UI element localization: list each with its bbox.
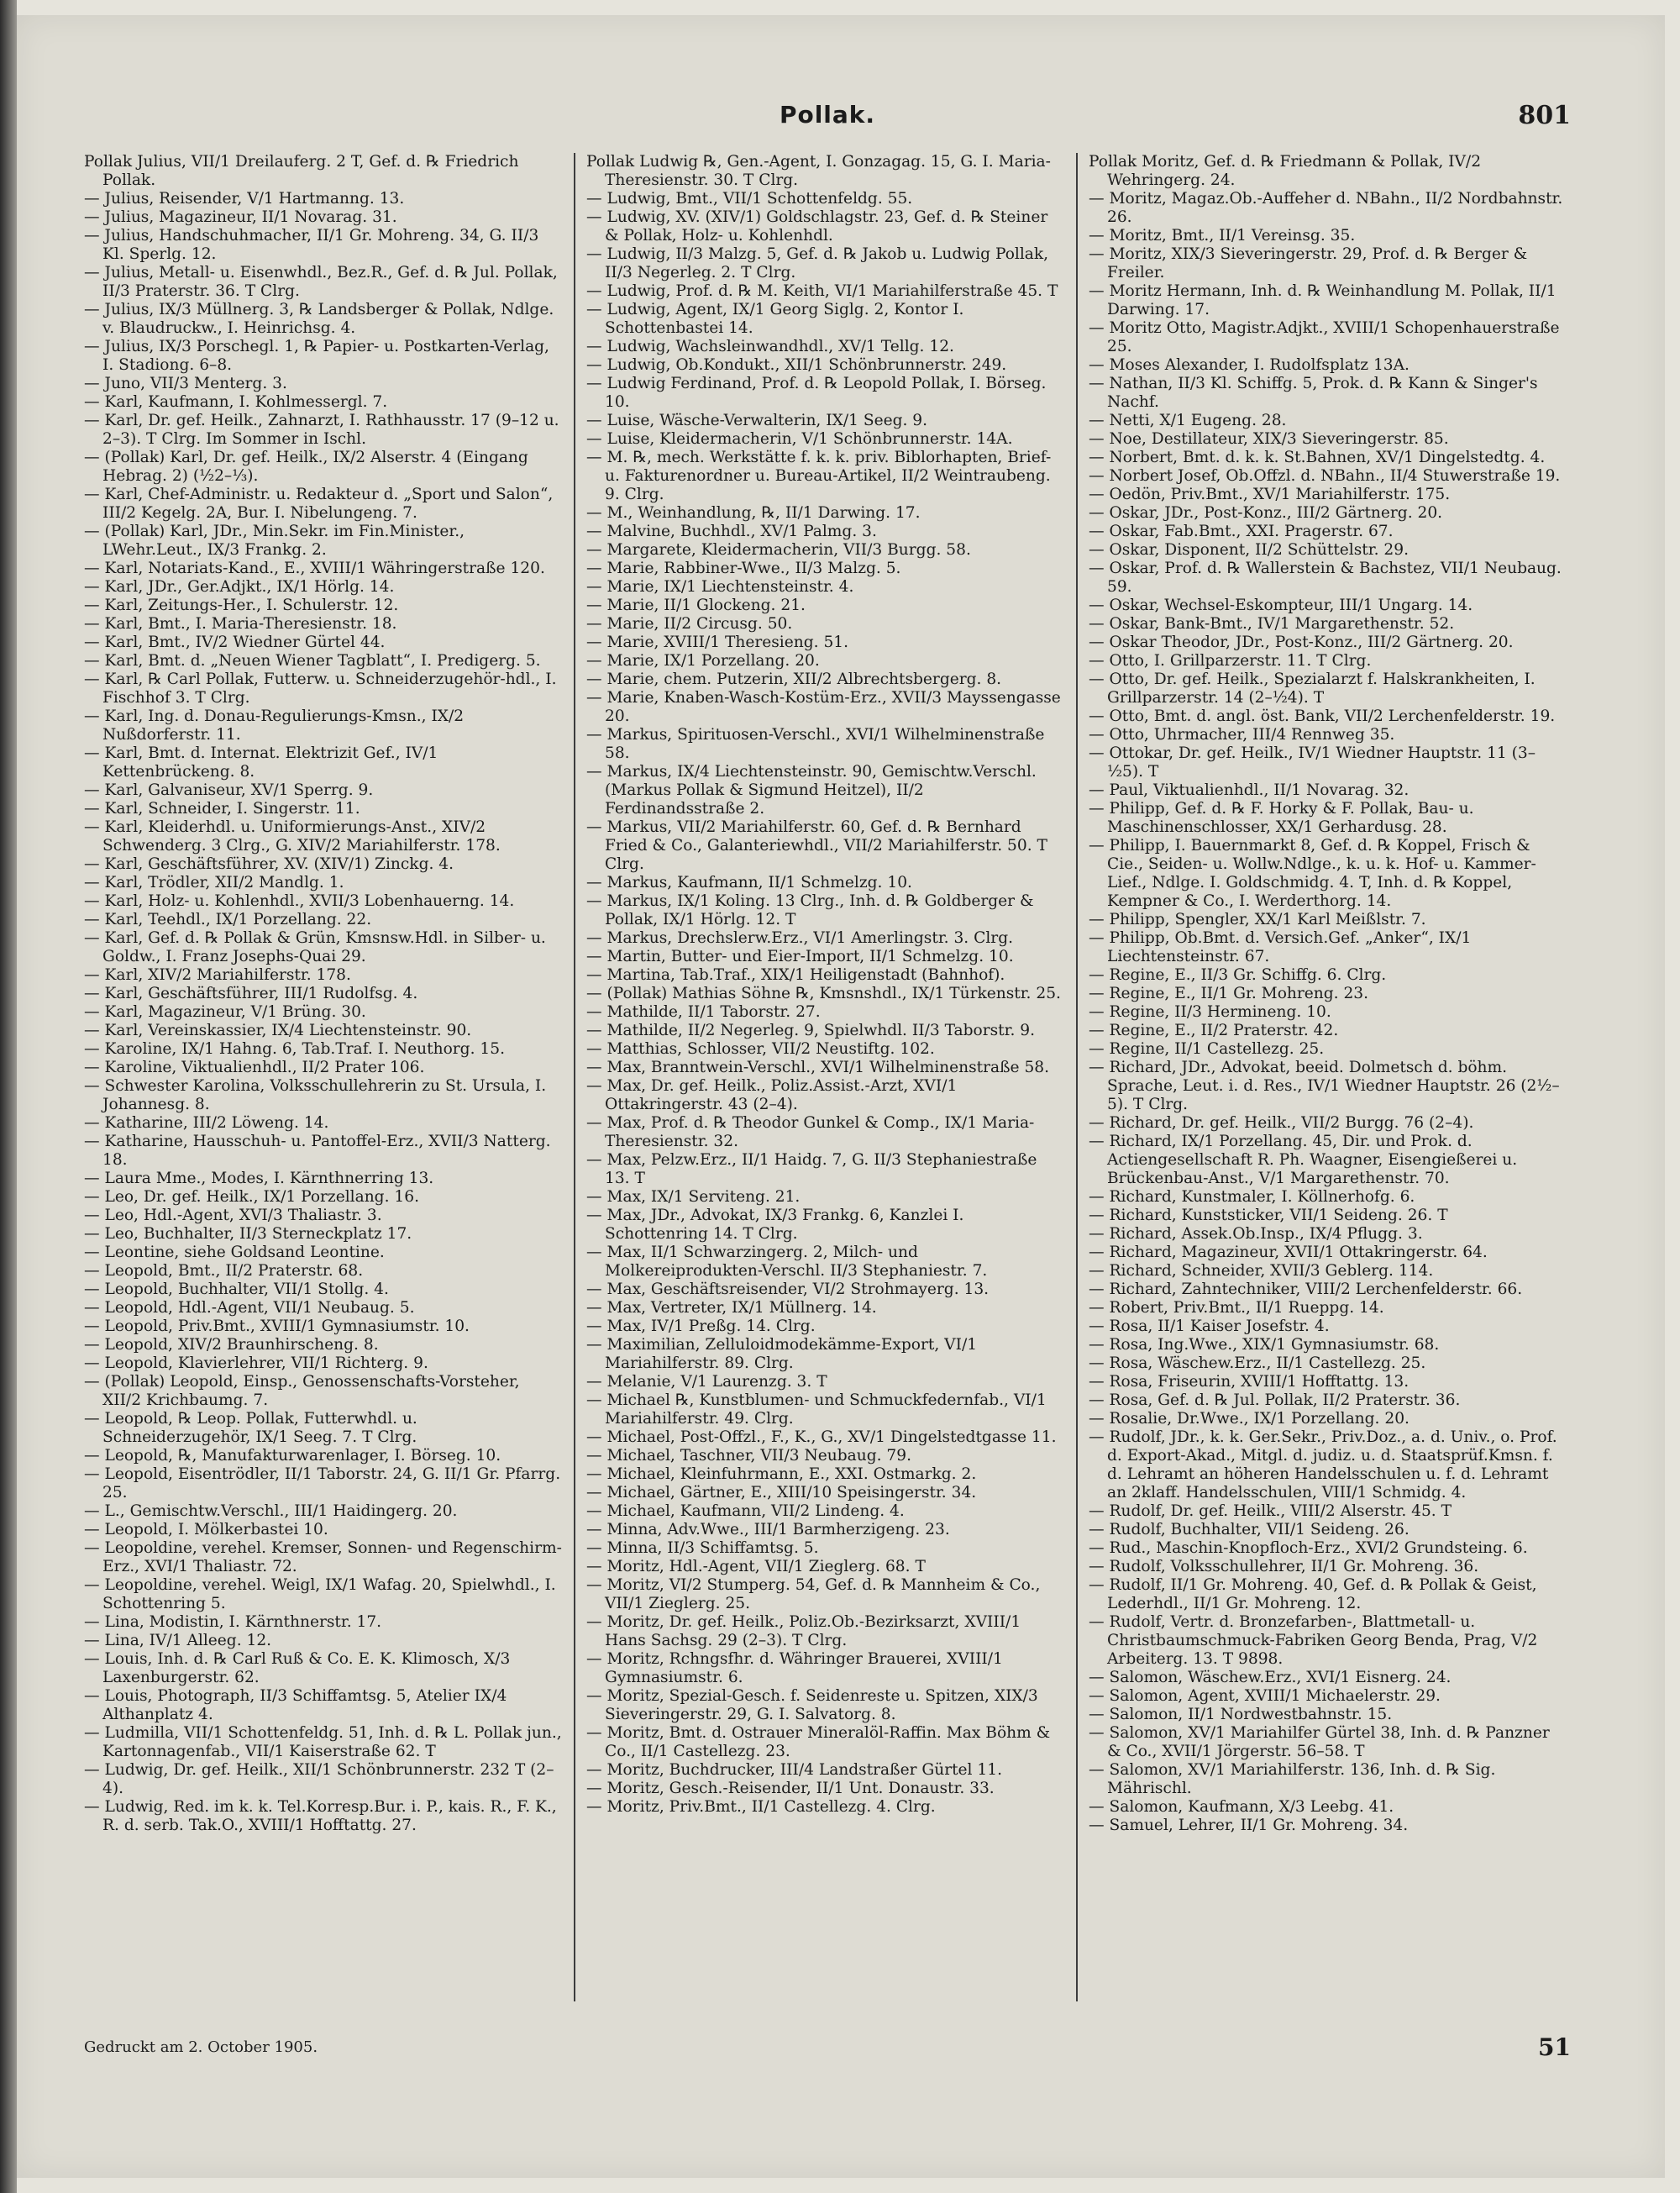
directory-entry: — Regine, E., II/3 Gr. Schiffg. 6. Clrg. (1089, 966, 1387, 984)
directory-entry: — Karl, Galvaniseur, XV/1 Sperrg. 9. (84, 781, 374, 799)
directory-entry: — Julius, Magazineur, II/1 Novarag. 31. (84, 208, 397, 226)
directory-entry: — Leopold, Klavierlehrer, VII/1 Richterg. 9. (84, 1354, 428, 1372)
directory-entry: — Rudolf, II/1 Gr. Mohreng. 40, Gef. d. ℞ Pollak & Geist, Lederhdl., II/1 Gr. Mohreng. 12. (1089, 1576, 1537, 1612)
directory-entry: — Ludwig Ferdinand, Prof. d. ℞ Leopold Pollak, I. Börseg. 10. (586, 375, 1047, 411)
directory-entry: — Regine, II/3 Hermineng. 10. (1089, 1003, 1331, 1021)
directory-entry: — Max, Vertreter, IX/1 Müllnerg. 14. (586, 1299, 877, 1317)
directory-entry: — Karl, Teehdl., IX/1 Porzellang. 22. (84, 911, 372, 928)
directory-entry: — Moritz, Spezial-Gesch. f. Seidenreste u. Spitzen, XIX/3 Sieveringerstr. 29, G. I. Salvatorg. 8. (586, 1687, 1038, 1723)
directory-entry: — Julius, Metall- u. Eisenwhdl., Bez.R., Gef. d. ℞ Jul. Pollak, II/3 Praterstr. 36. T Clrg. (84, 264, 558, 300)
directory-entry: — Marie, Knaben-Wasch-Kostüm-Erz., XVII/3 Mayssengasse 20. (586, 689, 1061, 725)
directory-entry: — Ludwig, Bmt., VII/1 Schottenfeldg. 55. (586, 190, 913, 208)
directory-entry: — Karl, ℞ Carl Pollak, Futterw. u. Schneiderzugehör-hdl., I. Fischhof 3. T Clrg. (84, 671, 557, 707)
directory-entry: — Salomon, II/1 Nordwestbahnstr. 15. (1089, 1706, 1393, 1723)
column-1 (84, 153, 563, 2001)
directory-entry: — Ludwig, Wachsleinwandhdl., XV/1 Tellg. 12. (586, 338, 954, 355)
directory-entry: — Karl, Zeitungs-Her., I. Schulerstr. 12. (84, 597, 399, 614)
directory-entry: — Louis, Inh. d. ℞ Carl Ruß & Co. E. K. Klimosch, X/3 Laxenburgerstr. 62. (84, 1650, 511, 1686)
directory-entry: — Karl, Kaufmann, I. Kohlmessergl. 7. (84, 393, 388, 411)
directory-entry: — Max, Dr. gef. Heilk., Poliz.Assist.-Arzt, XVI/1 Ottakringerstr. 43 (2–4). (586, 1077, 958, 1113)
directory-entry: — Lina, Modistin, I. Kärnthnerstr. 17. (84, 1613, 382, 1631)
directory-entry: — Karl, Magazineur, V/1 Brüng. 30. (84, 1003, 366, 1021)
directory-entry: — Samuel, Lehrer, II/1 Gr. Mohreng. 34. (1089, 1817, 1409, 1834)
directory-entry: — Oskar, Wechsel-Eskompteur, III/1 Ungarg. 14. (1089, 597, 1473, 614)
directory-entry: — Richard, Dr. gef. Heilk., VII/2 Burgg. 76 (2–4). (1089, 1114, 1474, 1132)
directory-entry: — Karl, Dr. gef. Heilk., Zahnarzt, I. Rathhausstr. 17 (9–12 u. 2–3). T Clrg. Im Sommer in Ischl. (84, 412, 559, 448)
directory-entry: — Juno, VII/3 Menterg. 3. (84, 375, 287, 392)
directory-entry: — Karoline, Viktualienhdl., II/2 Prater 106. (84, 1059, 425, 1076)
directory-entry: — Oskar Theodor, JDr., Post-Konz., III/2 Gärtnerg. 20. (1089, 634, 1514, 651)
page-footer (84, 2033, 1571, 2067)
directory-entry: — Norbert Josef, Ob.Offzl. d. NBahn., II/4 Stuwerstraße 19. (1089, 467, 1561, 485)
directory-entry: — Ludwig, Prof. d. ℞ M. Keith, VI/1 Mariahilferstraße 45. T (586, 282, 1058, 300)
directory-entry: — Michael, Kaufmann, VII/2 Lindeng. 4. (586, 1502, 905, 1520)
directory-entry: — Leopold, Eisentrödler, II/1 Taborstr. 24, G. II/1 Gr. Pfarrg. 25. (84, 1465, 561, 1501)
directory-entry: — Leopold, I. Mölkerbastei 10. (84, 1521, 328, 1538)
directory-entry: — Ludwig, Ob.Kondukt., XII/1 Schönbrunnerstr. 249. (586, 356, 1007, 374)
directory-entry: — Markus, IX/1 Koling. 13 Clrg., Inh. d. ℞ Goldberger & Pollak, IX/1 Hörlg. 12. T (586, 892, 1034, 928)
directory-entry: — Leopold, XIV/2 Braunhirscheng. 8. (84, 1336, 379, 1354)
directory-entry: — Michael, Gärtner, E., XIII/10 Speisingerstr. 34. (586, 1484, 977, 1501)
directory-entry: — Katharine, Hausschuh- u. Pantoffel-Erz., XVII/3 Natterg. 18. (84, 1133, 551, 1169)
directory-entry: Pollak Ludwig ℞, Gen.-Agent, I. Gonzagag. 15, G. I. Maria-Theresienstr. 30. T Clrg. (586, 153, 1051, 189)
directory-entry: — Ludwig, II/3 Malzg. 5, Gef. d. ℞ Jakob u. Ludwig Pollak, II/3 Negerleg. 2. T Clrg. (586, 245, 1049, 281)
directory-entry: — Karl, Gef. d. ℞ Pollak & Grün, Kmsnsw.Hdl. in Silber- u. Goldw., I. Franz Josephs-Quai 29. (84, 929, 546, 965)
directory-entry: — Moritz, Priv.Bmt., II/1 Castellezg. 4. Clrg. (586, 1798, 936, 1816)
directory-entry: — Maximilian, Zelluloidmodekämme-Export, VI/1 Mariahilferstr. 89. Clrg. (586, 1336, 978, 1372)
directory-entry: — Max, Branntwein-Verschl., XVI/1 Wilhelminenstraße 58. (586, 1059, 1050, 1076)
directory-entry: — Salomon, XV/1 Mariahilfer Gürtel 38, Inh. d. ℞ Panzner & Co., XVII/1 Jörgerstr. 56–58. T (1089, 1724, 1550, 1760)
directory-entry: — Max, II/1 Schwarzingerg. 2, Milch- und Molkereiprodukten-Verschl. II/3 Stephaniestr. 7. (586, 1244, 988, 1280)
directory-entry: — Rudolf, Vertr. d. Bronzefarben-, Blattmetall- u. Christbaumschmuck-Fabriken Georg Benda, Prag, V/2 Arbeiterg. 13. T 9898. (1089, 1613, 1538, 1668)
directory-entry: — Julius, IX/3 Müllnerg. 3, ℞ Landsberger & Pollak, Ndlge. v. Blaudruckw., I. Heinrichsg. 4. (84, 301, 554, 337)
directory-entry: — Rosa, Friseurin, XVIII/1 Hofftattg. 13. (1089, 1373, 1410, 1391)
directory-entry: — Julius, Handschuhmacher, II/1 Gr. Mohreng. 34, G. II/3 Kl. Sperlg. 12. (84, 227, 539, 263)
directory-entry: — Rosalie, Dr.Wwe., IX/1 Porzellang. 20. (1089, 1410, 1410, 1428)
directory-entry: — Matthias, Schlosser, VII/2 Neustiftg. 102. (586, 1040, 935, 1058)
directory-entry: — Otto, Bmt. d. angl. öst. Bank, VII/2 Lerchenfelderstr. 19. (1089, 707, 1556, 725)
directory-entry: — Max, IX/1 Serviteng. 21. (586, 1188, 801, 1206)
directory-entry: — Otto, I. Grillparzerstr. 11. T Clrg. (1089, 652, 1372, 670)
directory-entry: — Karl, Bmt., IV/2 Wiedner Gürtel 44. (84, 634, 386, 651)
directory-entry: — Moritz, Hdl.-Agent, VII/1 Zieglerg. 68. T (586, 1558, 926, 1575)
directory-entry: — Moritz, Dr. gef. Heilk., Poliz.Ob.-Bezirksarzt, XVIII/1 Hans Sachsg. 29 (2–3). T Clrg. (586, 1613, 1021, 1649)
directory-columns (84, 153, 1571, 2001)
directory-entry: — Mathilde, II/1 Taborstr. 27. (586, 1003, 821, 1021)
directory-entry: — Melanie, V/1 Laurenzg. 3. T (586, 1373, 827, 1391)
directory-entry: — Markus, Drechslerw.Erz., VI/1 Amerlingstr. 3. Clrg. (586, 929, 1014, 947)
directory-entry: — Karl, Trödler, XII/2 Mandlg. 1. (84, 874, 344, 891)
directory-entry: — Rudolf, Buchhalter, VII/1 Seideng. 26. (1089, 1521, 1410, 1538)
directory-entry: — Salomon, Agent, XVIII/1 Michaelerstr. 29. (1089, 1687, 1441, 1705)
directory-entry: — Leopoldine, verehel. Weigl, IX/1 Wafag. 20, Spielwhdl., I. Schottenring 5. (84, 1576, 556, 1612)
print-date: Gedruckt am 2. October 1905. (84, 2038, 318, 2056)
directory-entry: — Martin, Butter- und Eier-Import, II/1 Schmelzg. 10. (586, 948, 1014, 965)
directory-entry: — Malvine, Buchhdl., XV/1 Palmg. 3. (586, 523, 877, 540)
directory-entry: — Rosa, Gef. d. ℞ Jul. Pollak, II/2 Praterstr. 36. (1089, 1391, 1461, 1409)
directory-entry: — Mathilde, II/2 Negerleg. 9, Spielwhdl. II/3 Taborstr. 9. (586, 1022, 1036, 1039)
directory-entry: — Louis, Photograph, II/3 Schiffamtsg. 5, Atelier IX/4 Althanplatz 4. (84, 1687, 507, 1723)
directory-entry: — Schwester Karolina, Volksschullehrerin zu St. Ursula, I. Johannesg. 8. (84, 1077, 547, 1113)
directory-entry: — Minna, Adv.Wwe., III/1 Barmherzigeng. 23. (586, 1521, 950, 1538)
sheet-number: 51 (1538, 2033, 1571, 2061)
directory-entry: — Moses Alexander, I. Rudolfsplatz 13A. (1089, 356, 1410, 374)
directory-entry: — Ludwig, Red. im k. k. Tel.Korresp.Bur. i. P., kais. R., F. K., R. d. serb. Tak.O., XVIII/1 Hofftattg. 27. (84, 1798, 557, 1834)
directory-entry: — Marie, II/2 Circusg. 50. (586, 615, 793, 633)
directory-entry: — Richard, Assek.Ob.Insp., IX/4 Pflugg. 3. (1089, 1225, 1423, 1243)
directory-entry: — Karl, Geschäftsführer, III/1 Rudolfsg. 4. (84, 985, 418, 1002)
directory-entry: — Laura Mme., Modes, I. Kärnthnerring 13. (84, 1170, 434, 1187)
directory-entry: — Philipp, I. Bauernmarkt 8, Gef. d. ℞ Koppel, Frisch & Cie., Seiden- u. Wollw.Ndlge., k. u. k. Hof- u. Kammer-Lief., Ndlge. I. Goldschmidg. 4. T, Inh. d. ℞ Koppel, Kempner & Co., I. Werderthorg. 14. (1089, 837, 1536, 910)
directory-entry: — Noe, Destillateur, XIX/3 Sieveringerstr. 85. (1089, 430, 1449, 448)
directory-entry: — Leopold, ℞ Leop. Pollak, Futterwhdl. u. Schneiderzugehör, IX/1 Seeg. 7. T Clrg. (84, 1410, 417, 1446)
directory-entry: — Moritz, Bmt. d. Ostrauer Mineralöl-Raffin. Max Böhm & Co., II/1 Castellezg. 23. (586, 1724, 1051, 1760)
directory-entry: — Michael, Post-Offzl., F., K., G., XV/1 Dingelstedtgasse 11. (586, 1428, 1057, 1446)
directory-entry: — Rudolf, JDr., k. k. Ger.Sekr., Priv.Doz., a. d. Univ., o. Prof. d. Export-Akad., Mitgl. d. judiz. u. d. Staatsprüf.Kmsn. f. d. Lehramt an höheren Handelsschulen u. f. d. Lehramt an 2klaff. Handelsschulen, VIII/1 Schmidg. 4. (1089, 1428, 1557, 1501)
directory-entry: — Katharine, III/2 Löweng. 14. (84, 1114, 329, 1132)
directory-entry: — Philipp, Ob.Bmt. d. Versich.Gef. „Anker“, IX/1 Liechtensteinstr. 67. (1089, 929, 1472, 965)
directory-entry: Pollak Julius, VII/1 Dreilauferg. 2 T, Gef. d. ℞ Friedrich Pollak. (84, 153, 519, 189)
directory-entry: — Marie, XVIII/1 Theresieng. 51. (586, 634, 849, 651)
directory-entry: — Marie, IX/1 Porzellang. 20. (586, 652, 820, 670)
directory-entry: — Otto, Uhrmacher, III/4 Rennweg 35. (1089, 726, 1395, 744)
directory-entry: — Oskar, Fab.Bmt., XXI. Pragerstr. 67. (1089, 523, 1394, 540)
directory-entry: — Moritz, Buchdrucker, III/4 Landstraßer Gürtel 11. (586, 1761, 1002, 1779)
directory-entry: — Moritz, Rchngsfhr. d. Währinger Brauerei, XVIII/1 Gymnasiumstr. 6. (586, 1650, 1003, 1686)
directory-entry: — Marie, IX/1 Liechtensteinstr. 4. (586, 578, 854, 596)
directory-entry: — Karl, Schneider, I. Singerstr. 11. (84, 800, 360, 818)
directory-entry: — Luise, Kleidermacherin, V/1 Schönbrunnerstr. 14A. (586, 430, 1013, 448)
directory-entry: — Julius, Reisender, V/1 Hartmanng. 13. (84, 190, 405, 208)
directory-entry: — Karl, Bmt. d. Internat. Elektrizit Gef., IV/1 Kettenbrückeng. 8. (84, 744, 438, 781)
directory-entry: — Minna, II/3 Schiffamtsg. 5. (586, 1539, 819, 1557)
directory-entry: — Karl, Notariats-Kand., E., XVIII/1 Währingerstraße 120. (84, 560, 545, 577)
directory-entry: — Leo, Dr. gef. Heilk., IX/1 Porzellang. 16. (84, 1188, 419, 1206)
directory-entry: — Richard, IX/1 Porzellang. 45, Dir. und Prok. d. Actiengesellschaft R. Ph. Waagner, Eisengießerei u. Brückenbau-Anst., V/1 Margarethenstr. 70. (1089, 1133, 1518, 1187)
directory-entry: — Marie, Rabbiner-Wwe., II/3 Malzg. 5. (586, 560, 901, 577)
column-divider (1076, 153, 1078, 2001)
directory-entry: — Max, Pelzw.Erz., II/1 Haidg. 7, G. II/3 Stephaniestraße 13. T (586, 1151, 1037, 1187)
directory-entry: — Rosa, Wäschew.Erz., II/1 Castellezg. 25. (1089, 1354, 1426, 1372)
directory-entry: — Karl, JDr., Ger.Adjkt., IX/1 Hörlg. 14. (84, 578, 395, 596)
directory-entry: — Leopold, Buchhalter, VII/1 Stollg. 4. (84, 1281, 389, 1298)
directory-entry: — Leopold, ℞, Manufakturwarenlager, I. Börseg. 10. (84, 1447, 501, 1465)
directory-entry: — Karl, Holz- u. Kohlenhdl., XVII/3 Lobenhauerng. 14. (84, 892, 515, 910)
directory-entry: — Max, Geschäftsreisender, VI/2 Strohmayerg. 13. (586, 1281, 990, 1298)
directory-entry: — Leo, Buchhalter, II/3 Sterneckplatz 17. (84, 1225, 412, 1243)
column-3 (1089, 153, 1567, 2001)
directory-entry: Pollak Moritz, Gef. d. ℞ Friedmann & Pollak, IV/2 Wehringerg. 24. (1089, 153, 1482, 189)
directory-entry: — Rudolf, Dr. gef. Heilk., VIII/2 Alserstr. 45. T (1089, 1502, 1452, 1520)
directory-entry: — Karl, Kleiderhdl. u. Uniformierungs-Anst., XIV/2 Schwenderg. 3 Clrg., G. XIV/2 Mariahilferstr. 178. (84, 818, 501, 855)
directory-entry: — Markus, VII/2 Mariahilferstr. 60, Gef. d. ℞ Bernhard Fried & Co., Galanteriewhdl., VII/2 Mariahilferstr. 50. T Clrg. (586, 818, 1047, 873)
directory-entry: — Richard, Magazineur, XVII/1 Ottakringerstr. 64. (1089, 1244, 1488, 1261)
directory-entry: — Rosa, Ing.Wwe., XIX/1 Gymnasiumstr. 68. (1089, 1336, 1440, 1354)
running-head: Pollak. (779, 101, 876, 129)
directory-entry: — Netti, X/1 Eugeng. 28. (1089, 412, 1287, 429)
directory-entry: — Richard, Kunststicker, VII/1 Seideng. 26. T (1089, 1207, 1448, 1224)
column-divider (574, 153, 575, 2001)
directory-entry: — Max, JDr., Advokat, IX/3 Frankg. 6, Kanzlei I. Schottenring 14. T Clrg. (586, 1207, 964, 1243)
directory-entry: — Marie, II/1 Glockeng. 21. (586, 597, 806, 614)
page-header (84, 101, 1571, 138)
directory-entry: — Oskar, Bank-Bmt., IV/1 Margarethenstr. 52. (1089, 615, 1455, 633)
directory-entry: — Ottokar, Dr. gef. Heilk., IV/1 Wiedner Hauptstr. 11 (3–½5). T (1089, 744, 1536, 781)
directory-entry: — Ludwig, Dr. gef. Heilk., XII/1 Schönbrunnerstr. 232 T (2–4). (84, 1761, 554, 1797)
directory-entry: — Paul, Viktualienhdl., II/1 Novarag. 32. (1089, 781, 1410, 799)
directory-entry: — Karl, XIV/2 Mariahilferstr. 178. (84, 966, 351, 984)
column-2 (586, 153, 1065, 2001)
directory-entry: — Regine, E., II/1 Gr. Mohreng. 23. (1089, 985, 1369, 1002)
directory-entry: — Moritz, Bmt., II/1 Vereinsg. 35. (1089, 227, 1356, 245)
directory-entry: — Markus, Spirituosen-Verschl., XVI/1 Wilhelminenstraße 58. (586, 726, 1045, 762)
directory-entry: — Markus, Kaufmann, II/1 Schmelzg. 10. (586, 874, 912, 891)
directory-entry: — Philipp, Spengler, XX/1 Karl Meißlstr. 7. (1089, 911, 1426, 928)
directory-entry: — Julius, IX/3 Porschegl. 1, ℞ Papier- u. Postkarten-Verlag, I. Stadiong. 6–8. (84, 338, 549, 374)
directory-entry: — Luise, Wäsche-Verwalterin, IX/1 Seeg. 9. (586, 412, 928, 429)
directory-entry: — Regine, II/1 Castellezg. 25. (1089, 1040, 1325, 1058)
directory-entry: — Marie, chem. Putzerin, XII/2 Albrechtsbergerg. 8. (586, 671, 1002, 688)
directory-entry: — Rudolf, Volksschullehrer, II/1 Gr. Mohreng. 36. (1089, 1558, 1479, 1575)
directory-entry: — Martina, Tab.Traf., XIX/1 Heiligenstadt (Bahnhof). (586, 966, 1005, 984)
directory-entry: — Richard, Zahntechniker, VIII/2 Lerchenfelderstr. 66. (1089, 1281, 1523, 1298)
directory-entry: — Richard, Schneider, XVII/3 Geblerg. 114. (1089, 1262, 1434, 1280)
directory-entry: — Oedön, Priv.Bmt., XV/1 Mariahilferstr. 175. (1089, 486, 1451, 503)
directory-entry: — Salomon, Wäschew.Erz., XVI/1 Eisnerg. 24. (1089, 1669, 1452, 1686)
directory-entry: — Ludwig, Agent, IX/1 Georg Siglg. 2, Kontor I. Schottenbastei 14. (586, 301, 964, 337)
directory-entry: — (Pollak) Karl, Dr. gef. Heilk., IX/2 Alserstr. 4 (Eingang Hebrag. 2) (½2–⅓). (84, 449, 528, 485)
directory-entry: — (Pollak) Karl, JDr., Min.Sekr. im Fin.Minister., LWehr.Leut., IX/3 Frankg. 2. (84, 523, 465, 559)
directory-entry: — Moritz, VI/2 Stumperg. 54, Gef. d. ℞ Mannheim & Co., VII/1 Zieglerg. 25. (586, 1576, 1041, 1612)
directory-entry: — M., Weinhandlung, ℞, II/1 Darwing. 17. (586, 504, 921, 522)
directory-entry: — Michael, Kleinfuhrmann, E., XXI. Ostmarkg. 2. (586, 1465, 977, 1483)
directory-entry: — Oskar, Disponent, II/2 Schüttelstr. 29. (1089, 541, 1409, 559)
directory-entry: — Rud., Maschin-Knopfloch-Erz., XVI/2 Grundsteing. 6. (1089, 1539, 1528, 1557)
directory-entry: — Leontine, siehe Goldsand Leontine. (84, 1244, 385, 1261)
directory-entry: — Moritz, Gesch.-Reisender, II/1 Unt. Donaustr. 33. (586, 1780, 995, 1797)
directory-entry: — Richard, Kunstmaler, I. Köllnerhofg. 6. (1089, 1188, 1415, 1206)
directory-entry: — Leopold, Hdl.-Agent, VII/1 Neubaug. 5. (84, 1299, 415, 1317)
directory-entry: — Otto, Dr. gef. Heilk., Spezialarzt f. Halskrankheiten, I. Grillparzerstr. 14 (2–½4). T (1089, 671, 1536, 707)
directory-entry: — Philipp, Gef. d. ℞ F. Horky & F. Pollak, Bau- u. Maschinenschlosser, XX/1 Gerhardusg. 28. (1089, 800, 1474, 836)
directory-entry: — Markus, IX/4 Liechtensteinstr. 90, Gemischtw.Verschl. (Markus Pollak & Sigmund Heitzel), II/2 Ferdinandsstraße 2. (586, 763, 1037, 818)
directory-entry: — Moritz, XIX/3 Sieveringerstr. 29, Prof. d. ℞ Berger & Freiler. (1089, 245, 1528, 281)
directory-entry: — Karl, Geschäftsführer, XV. (XIV/1) Zinckg. 4. (84, 855, 454, 873)
directory-entry: — Ludmilla, VII/1 Schottenfeldg. 51, Inh. d. ℞ L. Pollak jun., Kartonnagenfab., VII/1 Kaiserstraße 62. T (84, 1724, 562, 1760)
directory-entry: — Leopoldine, verehel. Kremser, Sonnen- und Regenschirm-Erz., XVI/1 Thaliastr. 72. (84, 1539, 562, 1575)
directory-entry: — Leopold, Bmt., II/2 Praterstr. 68. (84, 1262, 364, 1280)
directory-entry: — Max, Prof. d. ℞ Theodor Gunkel & Comp., IX/1 Maria-Theresienstr. 32. (586, 1114, 1035, 1150)
directory-entry: — Karl, Bmt., I. Maria-Theresienstr. 18. (84, 615, 397, 633)
directory-entry: — Moritz Hermann, Inh. d. ℞ Weinhandlung M. Pollak, II/1 Darwing. 17. (1089, 282, 1557, 318)
binding-edge (0, 0, 17, 2193)
directory-entry: — Karl, Chef-Administr. u. Redakteur d. „Sport und Salon“, III/2 Kegelg. 2A, Bur. I. Nibelungeng. 7. (84, 486, 554, 522)
directory-entry: — Nathan, II/3 Kl. Schiffg. 5, Prok. d. ℞ Kann & Singer's Nachf. (1089, 375, 1538, 411)
directory-entry: — Leo, Hdl.-Agent, XVI/3 Thaliastr. 3. (84, 1207, 382, 1224)
directory-entry: — Norbert, Bmt. d. k. k. St.Bahnen, XV/1 Dingelstedtg. 4. (1089, 449, 1546, 466)
directory-entry: — Moritz, Magaz.Ob.-Auffeher d. NBahn., II/2 Nordbahnstr. 26. (1089, 190, 1563, 226)
directory-entry: — (Pollak) Mathias Söhne ℞, Kmsnshdl., IX/1 Türkenstr. 25. (586, 985, 1061, 1002)
directory-entry: — Oskar, JDr., Post-Konz., III/2 Gärtnerg. 20. (1089, 504, 1443, 522)
directory-entry: — Karoline, IX/1 Hahng. 6, Tab.Traf. I. Neuthorg. 15. (84, 1040, 505, 1058)
directory-entry: — Max, IV/1 Preßg. 14. Clrg. (586, 1317, 816, 1335)
directory-entry: — Robert, Priv.Bmt., II/1 Rueppg. 14. (1089, 1299, 1384, 1317)
directory-entry: — Regine, E., II/2 Praterstr. 42. (1089, 1022, 1339, 1039)
directory-entry: — Michael, Taschner, VII/3 Neubaug. 79. (586, 1447, 911, 1465)
directory-entry: — Karl, Bmt. d. „Neuen Wiener Tagblatt“, I. Predigerg. 5. (84, 652, 541, 670)
directory-entry: — Rosa, II/1 Kaiser Josefstr. 4. (1089, 1317, 1330, 1335)
directory-entry: — Salomon, XV/1 Mariahilferstr. 136, Inh. d. ℞ Sig. Mährischl. (1089, 1761, 1496, 1797)
directory-entry: — Leopold, Priv.Bmt., XVIII/1 Gymnasiumstr. 10. (84, 1317, 470, 1335)
directory-entry: — Moritz Otto, Magistr.Adjkt., XVIII/1 Schopenhauerstraße 25. (1089, 319, 1560, 355)
directory-entry: — Margarete, Kleidermacherin, VII/3 Burgg. 58. (586, 541, 971, 559)
directory-entry: — M. ℞, mech. Werkstätte f. k. k. priv. Biblorhapten, Brief- u. Fakturenordner u. Bureau-Artikel, II/2 Weintraubeng. 9. Clrg. (586, 449, 1052, 503)
directory-entry: — L., Gemischtw.Verschl., III/1 Haidingerg. 20. (84, 1502, 458, 1520)
page-number: 801 (1518, 101, 1571, 130)
directory-entry: — Karl, Vereinskassier, IX/4 Liechtensteinstr. 90. (84, 1022, 472, 1039)
directory-entry: — (Pollak) Leopold, Einsp., Genossenschafts-Vorsteher, XII/2 Krichbaumg. 7. (84, 1373, 520, 1409)
directory-entry: — Richard, JDr., Advokat, beeid. Dolmetsch d. böhm. Sprache, Leut. i. d. Res., IV/1 Wiedner Hauptstr. 26 (2½–5). T Clrg. (1089, 1059, 1560, 1113)
directory-entry: — Ludwig, XV. (XIV/1) Goldschlagstr. 23, Gef. d. ℞ Steiner & Pollak, Holz- u. Kohlenhdl. (586, 208, 1048, 245)
directory-entry: — Karl, Ing. d. Donau-Regulierungs-Kmsn., IX/2 Nußdorferstr. 11. (84, 707, 465, 744)
directory-entry: — Lina, IV/1 Alleeg. 12. (84, 1632, 272, 1649)
directory-entry: — Michael ℞, Kunstblumen- und Schmuckfedernfab., VI/1 Mariahilferstr. 49. Clrg. (586, 1391, 1047, 1428)
directory-entry: — Oskar, Prof. d. ℞ Wallerstein & Bachstez, VII/1 Neubaug. 59. (1089, 560, 1562, 596)
directory-entry: — Salomon, Kaufmann, X/3 Leebg. 41. (1089, 1798, 1394, 1816)
